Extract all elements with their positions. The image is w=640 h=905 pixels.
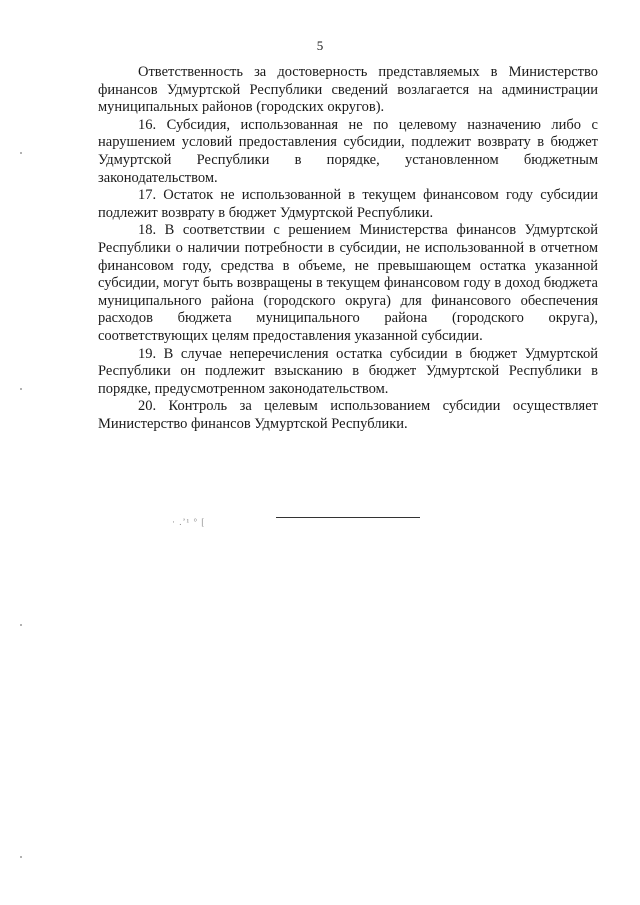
end-separator-line [276,517,420,518]
scan-speck [20,388,22,390]
scan-speck [20,856,22,858]
scan-speck [20,152,22,154]
page-number: 5 [316,38,324,53]
paragraph-17: 17. Остаток не использованной в текущем финансовом году субсидии подлежит возврату в бюджет Удмуртской Республики. [98,187,598,221]
paragraph-16: 16. Субсидия, использованная не по целевому назначению либо с нарушением условий предоставления субсидии, подлежит возврату в бюджет Удмуртской Республики в порядке, установленном бюджетным законодательством. [98,116,598,186]
paragraph-responsibility: Ответственность за достоверность представляемых в Министерство финансов Удмуртской Республики сведений возлагается на администрации муниципальных районов (городских округов). [98,64,598,116]
paragraph-18: 18. В соответствии с решением Министерства финансов Удмуртской Республики о наличии потребности в субсидии, не использованной в отчетном финансовом году, средства в объеме, не превышающем остатка указанной субсидии, могут быть возвращены в текущем финансовом году в доход бюджета муниципального района (городского округа) для финансового обеспечения расходов бюджета муниципального района (городского округа), соответствующих целям предоставления указанной субсидии. [98,222,598,344]
scan-artifact-mark: · .’¹ ° [ [172,517,206,527]
document-body [98,64,598,433]
paragraph-19: 19. В случае неперечисления остатка субсидии в бюджет Удмуртской Республики он подлежит взысканию в бюджет Удмуртской Республики в порядке, предусмотренном законодательством. [98,345,598,397]
paragraph-20: 20. Контроль за целевым использованием субсидии осуществляет Министерство финансов Удмуртской Республики. [98,398,598,432]
scan-speck [20,624,22,626]
